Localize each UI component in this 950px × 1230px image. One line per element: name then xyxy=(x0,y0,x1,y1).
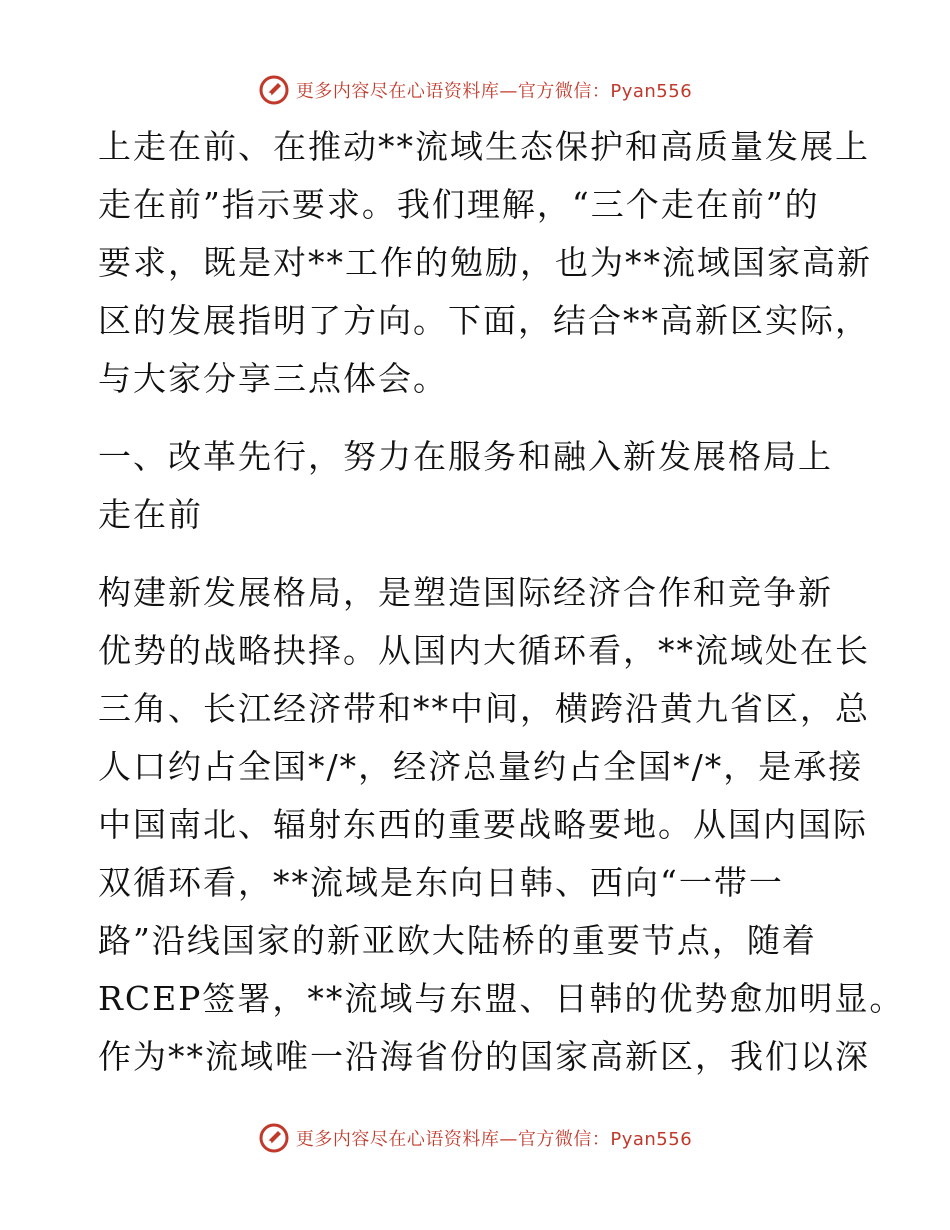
text-line: 要求，既是对**工作的勉励，也为**流域国家高新 xyxy=(98,243,872,282)
text-line: 作为**流域唯一沿海省份的国家高新区，我们以深 xyxy=(98,1037,870,1076)
text-line: 与大家分享三点体会。 xyxy=(98,359,448,398)
text-line: 路”沿线国家的新亚欧大陆桥的重要节点，随着 xyxy=(98,921,817,960)
brand-logo-icon xyxy=(258,1122,290,1154)
text-line: 人口约占全国*/*，经济总量约占全国*/*，是承接 xyxy=(98,747,864,786)
paragraph-body xyxy=(98,564,905,1086)
text-line: 走在前”指示要求。我们理解，“三个走在前”的 xyxy=(98,185,820,224)
section-heading xyxy=(98,428,858,544)
footer-watermark-text: 更多内容尽在心语资料库—官方微信：Pyan556 xyxy=(295,1129,693,1150)
text-line: 三角、长江经济带和**中间，横跨沿黄九省区，总 xyxy=(98,689,870,728)
footer-watermark xyxy=(0,1118,950,1158)
text-line: 区的发展指明了方向。下面，结合**高新区实际， xyxy=(98,301,870,340)
text-line: 优势的战略抉择。从国内大循环看，**流域处在长 xyxy=(98,631,870,670)
header-watermark xyxy=(0,70,950,110)
heading-line: 一、改革先行，努力在服务和融入新发展格局上 xyxy=(98,437,833,476)
paragraph-intro xyxy=(98,118,872,408)
text-line: 构建新发展格局，是塑造国际经济合作和竞争新 xyxy=(98,573,833,612)
text-line: 中国南北、辐射东西的重要战略要地。从国内国际 xyxy=(98,805,868,844)
text-line: 上走在前、在推动**流域生态保护和高质量发展上 xyxy=(98,127,870,166)
text-line: RCEP签署，**流域与东盟、日韩的优势愈加明显。 xyxy=(98,979,905,1018)
text-line: 双循环看，**流域是东向日韩、西向“一带一 xyxy=(98,863,784,902)
heading-line: 走在前 xyxy=(98,495,203,534)
header-watermark-text: 更多内容尽在心语资料库—官方微信：Pyan556 xyxy=(295,81,693,102)
brand-logo-icon xyxy=(258,74,290,106)
document-body xyxy=(98,118,905,1086)
